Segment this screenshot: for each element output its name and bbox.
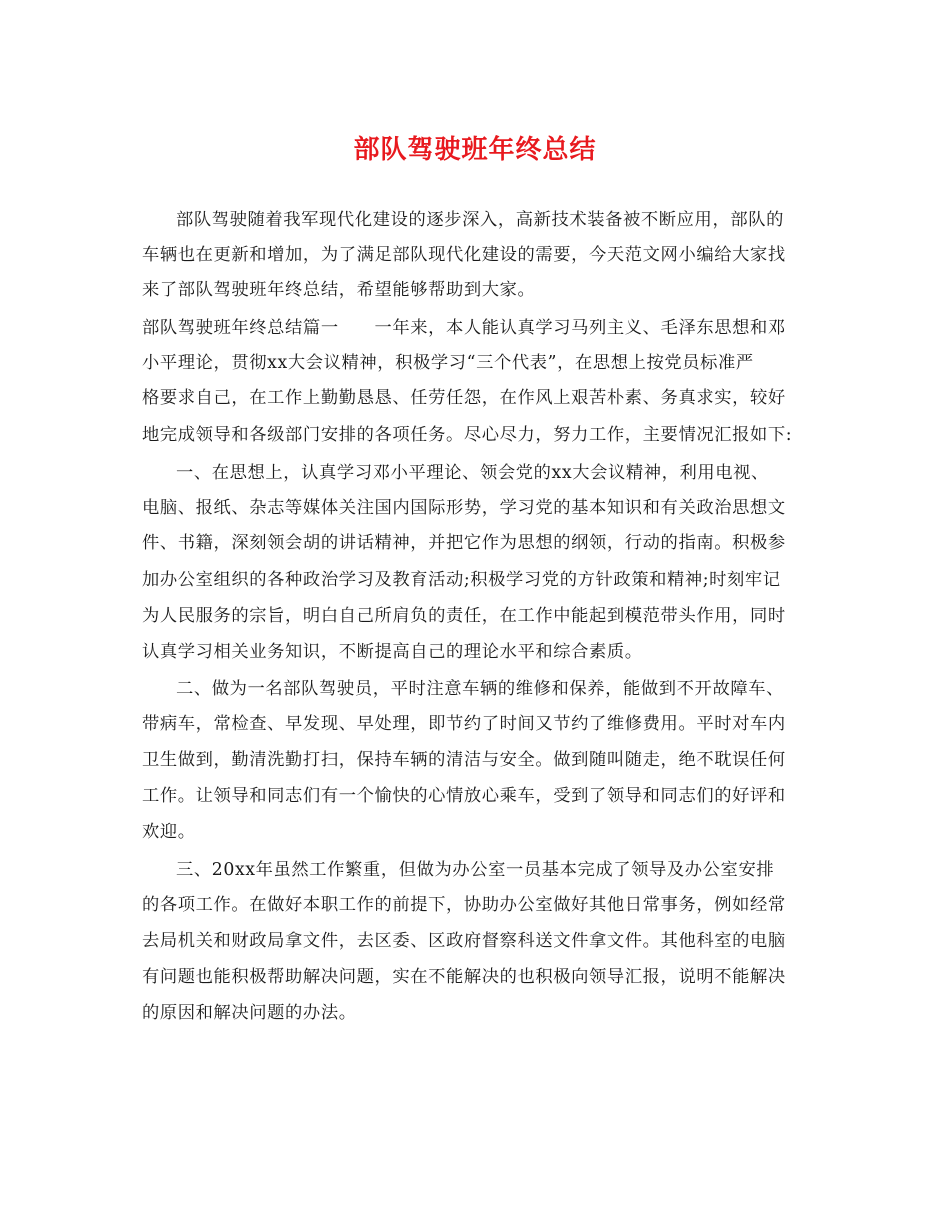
paragraph-1-line: 为人民服务的宗旨，明白自己所肩负的责任，在工作中能起到模范带头作用，同时	[142, 606, 786, 626]
paragraph-3-line: 三、20xx年虽然工作繁重，但做为办公室一员基本完成了领导及办公室安排	[176, 860, 775, 880]
body-line: 格要求自己，在工作上勤勤恳恳、任劳任怨，在作风上艰苦朴素、务真求实，较好	[142, 388, 786, 408]
paragraph-3-line: 去局机关和财政局拿文件，去区委、区政府督察科送文件拿文件。其他科室的电脑	[142, 931, 786, 951]
intro-line-2: 车辆也在更新和增加，为了满足部队现代化建设的需要，今天范文网小编给大家找	[142, 245, 786, 265]
section-heading-line: 部队驾驶班年终总结篇一 一年来，本人能认真学习马列主义、毛泽东思想和邓	[142, 318, 786, 338]
paragraph-1-line: 电脑、报纸、杂志等媒体关注国内国际形势，学习党的基本知识和有关政治思想文	[142, 498, 786, 518]
paragraph-2-line: 工作。让领导和同志们有一个愉快的心情放心乘车，受到了领导和同志们的好评和	[142, 786, 786, 806]
intro-line-3: 来了部队驾驶班年终总结，希望能够帮助到大家。	[142, 280, 536, 300]
paragraph-2-line: 卫生做到，勤清洗勤打扫，保持车辆的清洁与安全。做到随叫随走，绝不耽误任何	[142, 750, 786, 770]
paragraph-3-line: 的各项工作。在做好本职工作的前提下，协助办公室做好其他日常事务，例如经常	[142, 895, 786, 915]
paragraph-2-line: 带病车，常检查、早发现、早处理，即节约了时间又节约了维修费用。平时对车内	[142, 714, 786, 734]
document-title: 部队驾驶班年终总结	[353, 135, 597, 165]
paragraph-1-line: 件、书籍，深刻领会胡的讲话精神，并把它作为思想的纲领，行动的指南。积极参	[142, 533, 786, 553]
intro-line-1: 部队驾驶随着我军现代化建设的逐步深入，高新技术装备被不断应用，部队的	[176, 210, 784, 230]
paragraph-2-line: 二、做为一名部队驾驶员，平时注意车辆的维修和保养，能做到不开故障车、	[176, 679, 784, 699]
paragraph-2-line: 欢迎。	[142, 822, 196, 842]
paragraph-3-line: 的原因和解决问题的办法。	[142, 1003, 357, 1023]
paragraph-1-line: 加办公室组织的各种政治学习及教育活动;积极学习党的方针政策和精神;时刻牢记	[142, 570, 781, 590]
paragraph-3-line: 有问题也能积极帮助解决问题，实在不能解决的也积极向领导汇报，说明不能解决	[142, 967, 786, 987]
paragraph-1-line: 一、在思想上，认真学习邓小平理论、领会党的xx大会议精神，利用电视、	[176, 463, 769, 483]
paragraph-1-line: 认真学习相关业务知识，不断提高自己的理论水平和综合素质。	[142, 642, 643, 662]
body-line: 地完成领导和各级部门安排的各项任务。尽心尽力，努力工作，主要情况汇报如下:	[142, 425, 793, 445]
body-line: 小平理论，贯彻xx大会议精神，积极学习“三个代表”，在思想上按党员标准严	[142, 353, 754, 373]
